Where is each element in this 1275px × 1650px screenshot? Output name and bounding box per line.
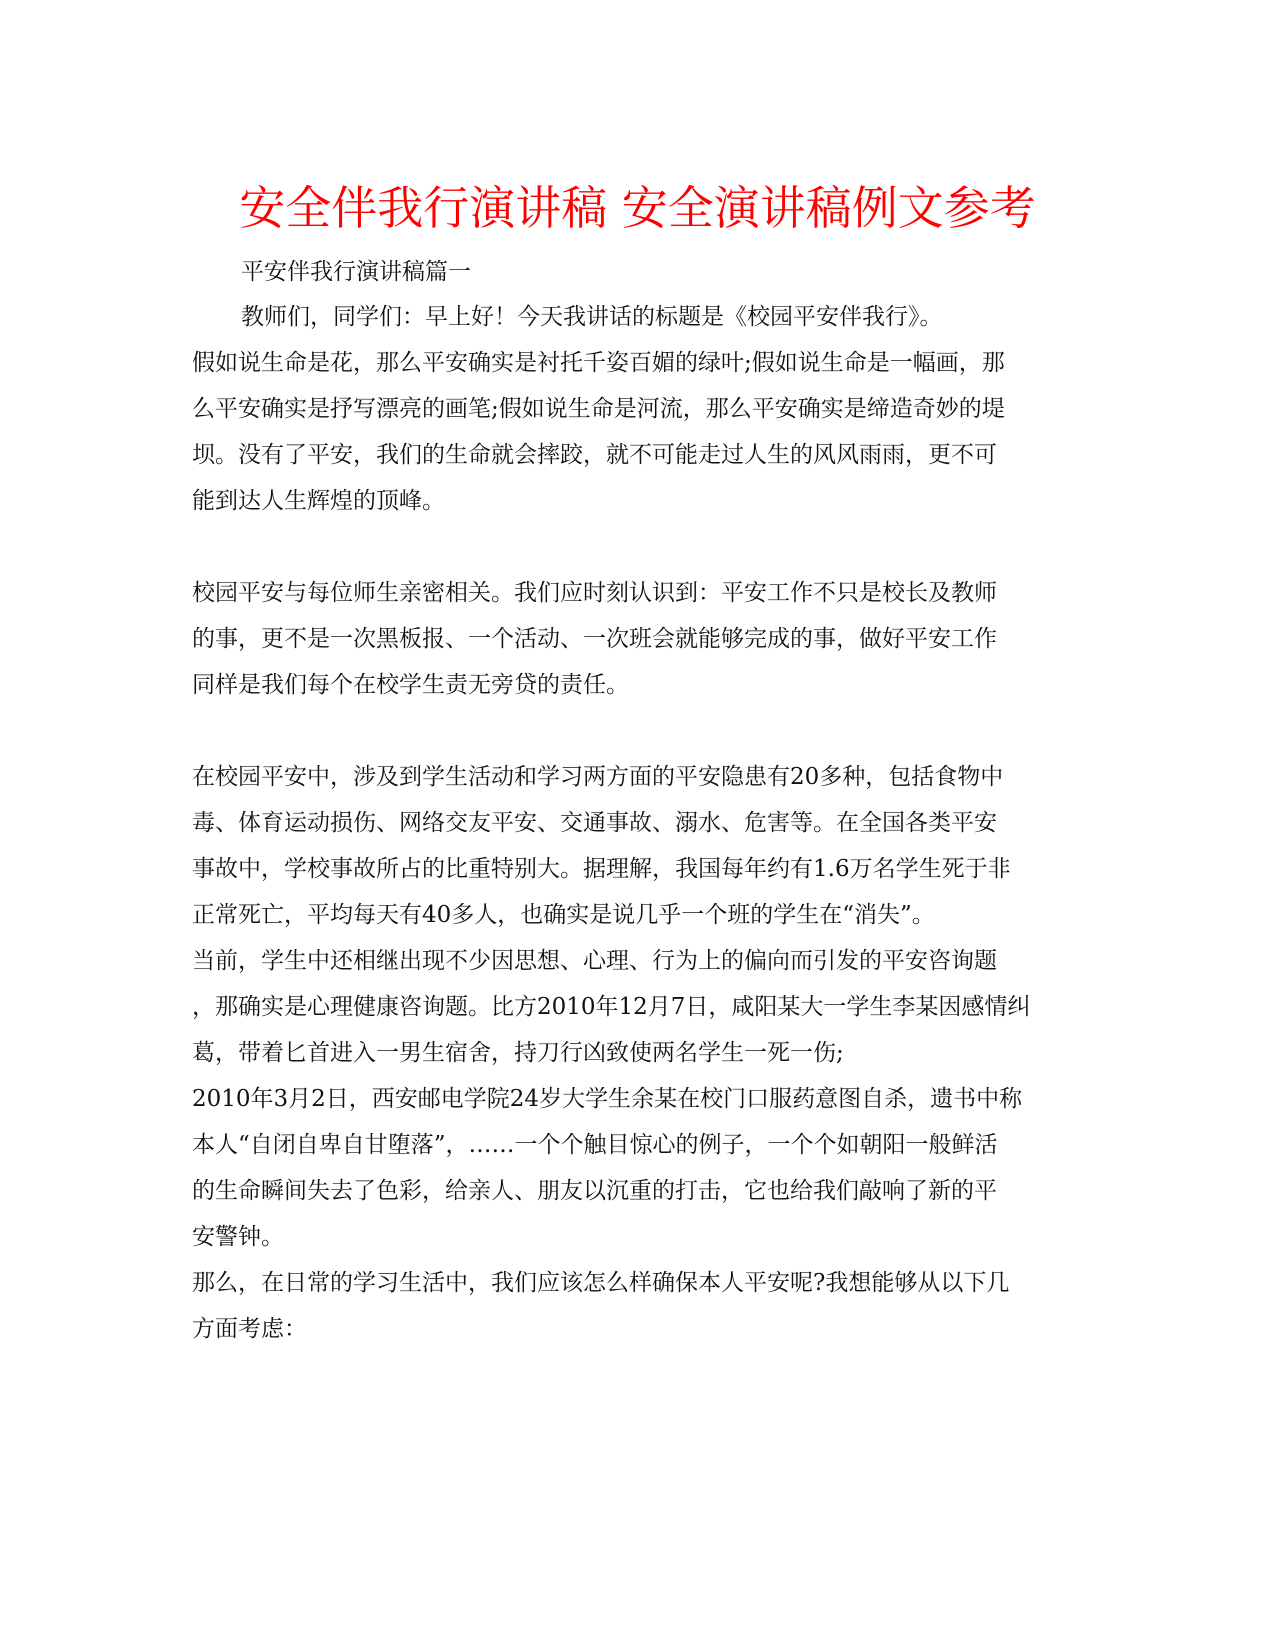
body-line: 的事，更不是一次黑板报、一个活动、一次班会就能够完成的事，做好平安工作 xyxy=(192,626,997,652)
subtitle-line: 平安伴我行演讲稿篇一 xyxy=(241,259,471,285)
body-line: 本人“自闭自卑自甘堕落”，……一个个触目惊心的例子，一个个如朝阳一般鲜活 xyxy=(192,1132,998,1158)
body-line: 能到达人生辉煌的顶峰。 xyxy=(192,488,445,514)
body-line: 事故中，学校事故所占的比重特别大。据理解，我国每年约有1.6万名学生死于非 xyxy=(192,856,1011,882)
body-line: 在校园平安中，涉及到学生活动和学习两方面的平安隐患有20多种，包括食物中 xyxy=(192,764,1004,790)
document-title: 安全伴我行演讲稿 安全演讲稿例文参考 xyxy=(239,181,1036,235)
body-line: 2010年3月2日，西安邮电学院24岁大学生余某在校门口服药意图自杀，遗书中称 xyxy=(192,1086,1023,1112)
body-line: 方面考虑： xyxy=(192,1316,307,1342)
body-line: 同样是我们每个在校学生责无旁贷的责任。 xyxy=(192,672,629,698)
body-line: 坝。没有了平安，我们的生命就会摔跤，就不可能走过人生的风风雨雨，更不可 xyxy=(192,442,997,468)
body-line: 毒、体育运动损伤、网络交友平安、交通事故、溺水、危害等。在全国各类平安 xyxy=(192,810,997,836)
body-line: 校园平安与每位师生亲密相关。我们应时刻认识到：平安工作不只是校长及教师 xyxy=(192,580,997,606)
body-line: 正常死亡，平均每天有40多人，也确实是说几乎一个班的学生在“消失”。 xyxy=(192,902,935,928)
body-line: 安警钟。 xyxy=(192,1224,284,1250)
body-line: 当前，学生中还相继出现不少因思想、心理、行为上的偏向而引发的平安咨询题 xyxy=(192,948,997,974)
body-line: ，那确实是心理健康咨询题。比方2010年12月7日，咸阳某大一学生李某因感情纠 xyxy=(192,994,1031,1020)
body-line: 的生命瞬间失去了色彩，给亲人、朋友以沉重的打击，它也给我们敲响了新的平 xyxy=(192,1178,997,1204)
body-line: 假如说生命是花，那么平安确实是衬托千姿百媚的绿叶;假如说生命是一幅画，那 xyxy=(192,350,1005,376)
body-line: 葛，带着匕首进入一男生宿舍，持刀行凶致使两名学生一死一伤; xyxy=(192,1040,844,1066)
body-line: 那么，在日常的学习生活中，我们应该怎么样确保本人平安呢?我想能够从以下几 xyxy=(192,1270,1010,1296)
greeting-line: 教师们，同学们：早上好！今天我讲话的标题是《校园平安伴我行》。 xyxy=(241,304,943,330)
body-line: 么平安确实是抒写漂亮的画笔;假如说生命是河流，那么平安确实是缔造奇妙的堤 xyxy=(192,396,1005,422)
